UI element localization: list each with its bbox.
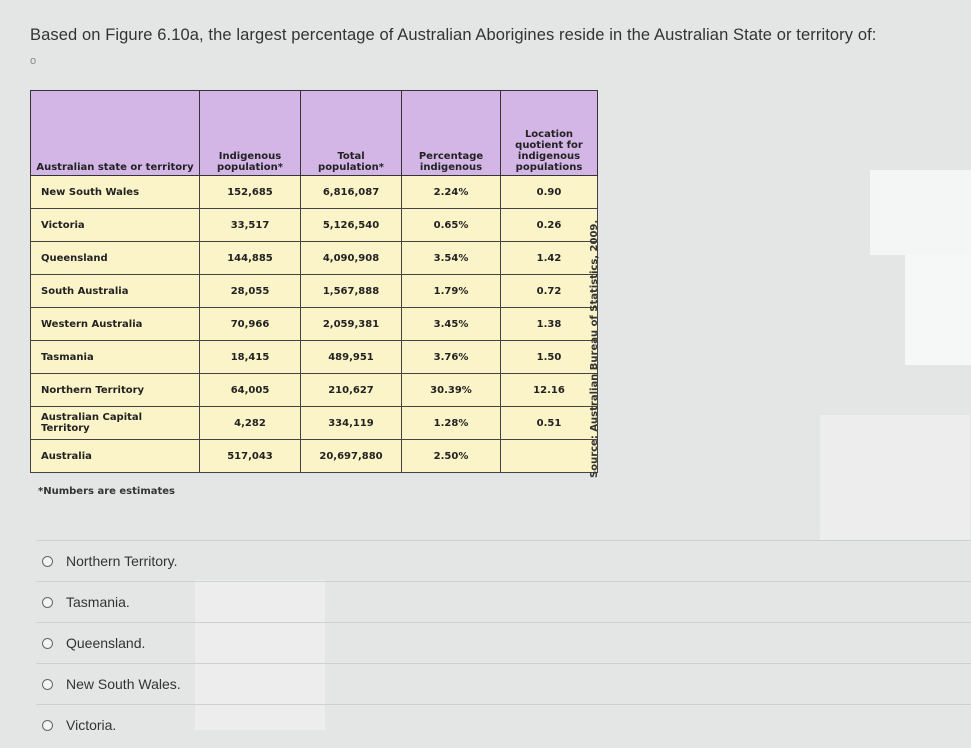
table-cell: 28,055 <box>200 275 301 308</box>
table-cell: 0.26 <box>501 209 598 242</box>
table-row <box>31 209 598 242</box>
row-state-name: Victoria <box>31 209 200 242</box>
row-state-name: Northern Territory <box>31 374 200 407</box>
radio-button[interactable] <box>42 679 53 690</box>
table-cell: 1.50 <box>501 341 598 374</box>
answer-options <box>36 540 971 745</box>
option-northern-territory[interactable] <box>36 540 971 581</box>
header-percentage-indigenous: Percentage indigenous <box>402 91 501 176</box>
table-cell: 3.54% <box>402 242 501 275</box>
question-text: Based on Figure 6.10a, the largest percentage of Australian Aborigines reside in the Australian State or territory of: <box>30 26 877 44</box>
radio-button[interactable] <box>42 720 53 731</box>
footnote: *Numbers are estimates <box>38 486 176 497</box>
table-cell: 0.65% <box>402 209 501 242</box>
background-glare <box>905 255 971 365</box>
table-cell: 33,517 <box>200 209 301 242</box>
row-state-name: Australia <box>31 440 200 473</box>
question-marker: o <box>30 55 37 67</box>
table-cell: 4,090,908 <box>301 242 402 275</box>
table-cell: 0.90 <box>501 176 598 209</box>
table-cell <box>501 440 598 473</box>
table-cell: 1.42 <box>501 242 598 275</box>
row-state-name: Tasmania <box>31 341 200 374</box>
table-cell: 144,885 <box>200 242 301 275</box>
table-cell: 5,126,540 <box>301 209 402 242</box>
table-cell: 1.38 <box>501 308 598 341</box>
table-cell: 2.24% <box>402 176 501 209</box>
table-row <box>31 341 598 374</box>
table-row <box>31 374 598 407</box>
table-cell: 70,966 <box>200 308 301 341</box>
option-label: New South Wales. <box>66 676 181 692</box>
table-cell: 3.76% <box>402 341 501 374</box>
table-cell: 1.79% <box>402 275 501 308</box>
table-row <box>31 242 598 275</box>
option-victoria[interactable] <box>36 704 971 745</box>
table-cell: 4,282 <box>200 407 301 440</box>
table-cell: 3.45% <box>402 308 501 341</box>
radio-button[interactable] <box>42 597 53 608</box>
table-cell: 64,005 <box>200 374 301 407</box>
table-cell: 517,043 <box>200 440 301 473</box>
header-total-population: Total population* <box>301 91 402 176</box>
radio-button[interactable] <box>42 556 53 567</box>
table-cell: 210,627 <box>301 374 402 407</box>
header-state: Australian state or territory <box>31 91 200 176</box>
table-cell: 152,685 <box>200 176 301 209</box>
table-cell: 30.39% <box>402 374 501 407</box>
table-cell: 20,697,880 <box>301 440 402 473</box>
option-label: Northern Territory. <box>66 553 178 569</box>
header-location-quotient: Location quotient for indigenous populations <box>501 91 598 176</box>
table-row <box>31 440 598 473</box>
row-state-name: New South Wales <box>31 176 200 209</box>
row-state-name: Queensland <box>31 242 200 275</box>
table-row <box>31 275 598 308</box>
option-label: Queensland. <box>66 635 146 651</box>
table-cell: 0.72 <box>501 275 598 308</box>
table-row <box>31 176 598 209</box>
option-label: Tasmania. <box>66 594 130 610</box>
table-header-row <box>31 91 598 176</box>
table-cell: 6,816,087 <box>301 176 402 209</box>
table-cell: 12.16 <box>501 374 598 407</box>
table-cell: 2,059,381 <box>301 308 402 341</box>
table-cell: 334,119 <box>301 407 402 440</box>
row-state-name: South Australia <box>31 275 200 308</box>
table-cell: 489,951 <box>301 341 402 374</box>
header-indigenous-population: Indigenous population* <box>200 91 301 176</box>
figure-table <box>30 90 598 473</box>
table-row <box>31 308 598 341</box>
option-new-south-wales[interactable] <box>36 663 971 704</box>
row-state-name: Australian Capital Territory <box>31 407 200 440</box>
table-row <box>31 407 598 440</box>
row-state-name: Western Australia <box>31 308 200 341</box>
table-cell: 0.51 <box>501 407 598 440</box>
source-note: Source: Australian Bureau of Statistics, 2009. <box>589 219 600 478</box>
option-queensland[interactable] <box>36 622 971 663</box>
table-cell: 2.50% <box>402 440 501 473</box>
table-cell: 1,567,888 <box>301 275 402 308</box>
radio-button[interactable] <box>42 638 53 649</box>
table-cell: 18,415 <box>200 341 301 374</box>
option-label: Victoria. <box>66 717 117 733</box>
data-table <box>30 90 598 473</box>
option-tasmania[interactable] <box>36 581 971 622</box>
background-glare <box>870 170 971 255</box>
background-glare <box>820 415 970 540</box>
table-cell: 1.28% <box>402 407 501 440</box>
